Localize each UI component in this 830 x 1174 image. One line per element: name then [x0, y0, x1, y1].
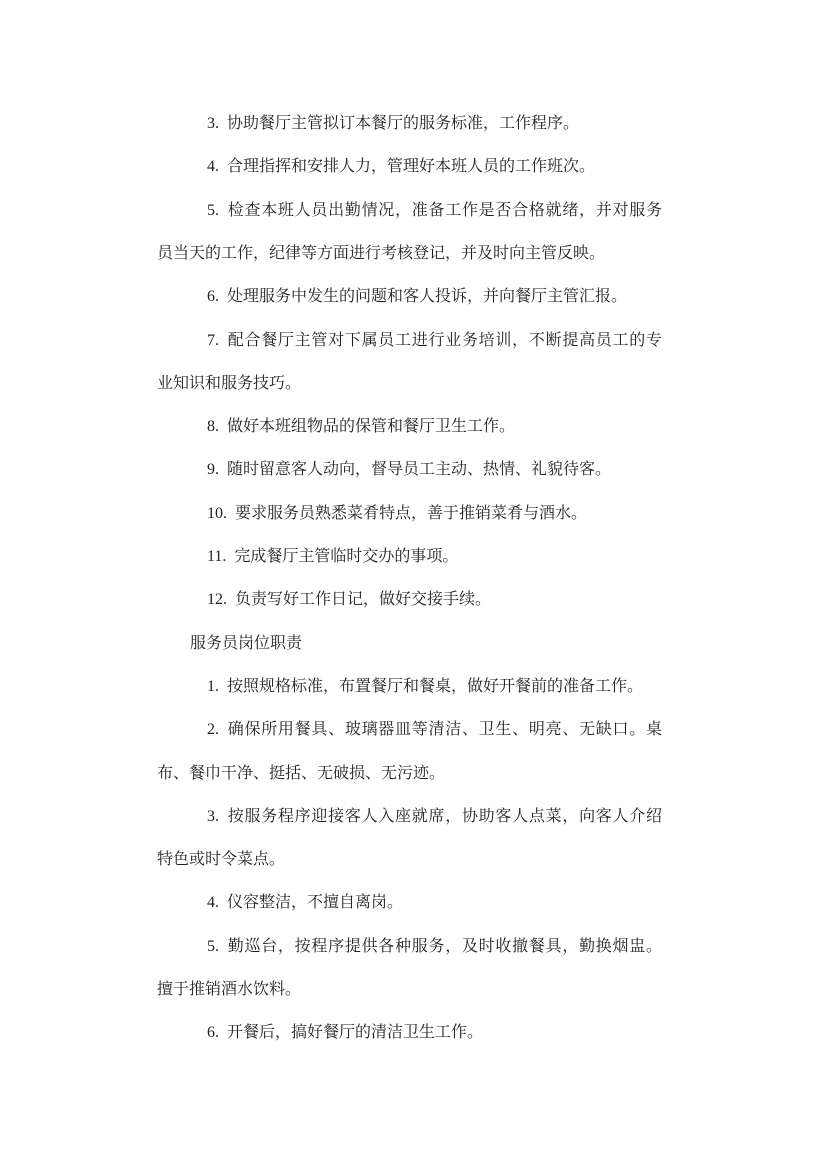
line-text: 特色或时令菜点。 — [157, 851, 286, 869]
paragraph-line — [207, 1021, 662, 1045]
list-number: 4. — [207, 894, 219, 912]
paragraph-line — [207, 285, 662, 309]
list-number: 4. — [207, 158, 219, 176]
paragraph-line — [157, 978, 662, 1002]
line-text: 仪容整洁，不擅自离岗。 — [227, 894, 404, 912]
line-text: 开餐后，搞好餐厅的清洁卫生工作。 — [227, 1024, 484, 1042]
paragraph-line — [157, 372, 662, 396]
line-text: 检查本班人员出勤情况，准备工作是否合格就绪，并对服务 — [227, 201, 662, 219]
list-number: 6. — [207, 1024, 219, 1042]
list-number: 10. — [207, 504, 227, 522]
paragraph-line — [207, 329, 662, 353]
list-number: 6. — [207, 288, 219, 306]
line-text: 按服务程序迎接客人入座就席，协助客人点菜，向客人介绍 — [227, 807, 662, 825]
list-number: 9. — [207, 461, 219, 479]
line-text: 确保所用餐具、玻璃器皿等清洁、卫生、明亮、无缺口。桌 — [227, 721, 662, 739]
list-number: 7. — [207, 331, 219, 349]
list-number: 5. — [207, 201, 219, 219]
paragraph-line — [207, 199, 662, 223]
list-number: 3. — [207, 807, 219, 825]
line-text: 服务员岗位职责 — [190, 634, 303, 652]
line-text: 擅于推销酒水饮料。 — [157, 981, 302, 998]
paragraph-line — [207, 112, 662, 136]
line-text: 配合餐厅主管对下属员工进行业务培训，不断提高员工的专 — [227, 331, 662, 349]
list-number: 1. — [207, 677, 219, 695]
list-number: 2. — [207, 721, 219, 739]
section-heading — [190, 632, 695, 656]
list-number: 11. — [207, 548, 227, 565]
list-number: 3. — [207, 115, 219, 132]
line-text: 随时留意客人动向，督导员工主动、热情、礼貌待客。 — [227, 461, 612, 479]
line-text: 协助餐厅主管拟订本餐厅的服务标准，工作程序。 — [227, 115, 580, 132]
paragraph-line — [207, 805, 662, 829]
line-text: 布、餐巾干净、挺括、无破损、无污迹。 — [157, 764, 446, 782]
paragraph-line — [157, 242, 662, 266]
paragraph-line — [207, 458, 662, 482]
paragraph-line — [207, 675, 662, 699]
line-text: 处理服务中发生的问题和客人投诉，并向餐厅主管汇报。 — [227, 288, 628, 306]
line-text: 员当天的工作，纪律等方面进行考核登记，并及时向主管反映。 — [157, 244, 606, 262]
line-text: 按照规格标准，布置餐厅和餐桌，做好开餐前的准备工作。 — [227, 677, 644, 695]
line-text: 完成餐厅主管临时交办的事项。 — [234, 548, 459, 565]
line-text: 勤巡台，按程序提供各种服务，及时收撤餐具，勤换烟盅。 — [227, 937, 662, 955]
paragraph-line — [207, 502, 662, 526]
list-number: 5. — [207, 937, 219, 955]
line-text: 做好本班组物品的保管和餐厅卫生工作。 — [227, 418, 516, 436]
paragraph-line — [207, 891, 662, 915]
list-number: 8. — [207, 418, 219, 436]
paragraph-line — [207, 718, 662, 742]
line-text: 负责写好工作日记，做好交接手续。 — [235, 591, 492, 609]
paragraph-line — [157, 848, 662, 872]
paragraph-line — [157, 762, 662, 786]
line-text: 要求服务员熟悉菜肴特点，善于推销菜肴与酒水。 — [235, 504, 588, 522]
paragraph-line — [207, 588, 662, 612]
line-text: 业知识和服务技巧。 — [157, 374, 302, 392]
paragraph-line — [207, 545, 662, 569]
list-number: 12. — [207, 591, 227, 609]
paragraph-line — [207, 935, 662, 959]
line-text: 合理指挥和安排人力，管理好本班人员的工作班次。 — [227, 158, 596, 176]
paragraph-line — [207, 155, 662, 179]
paragraph-line — [207, 415, 662, 439]
